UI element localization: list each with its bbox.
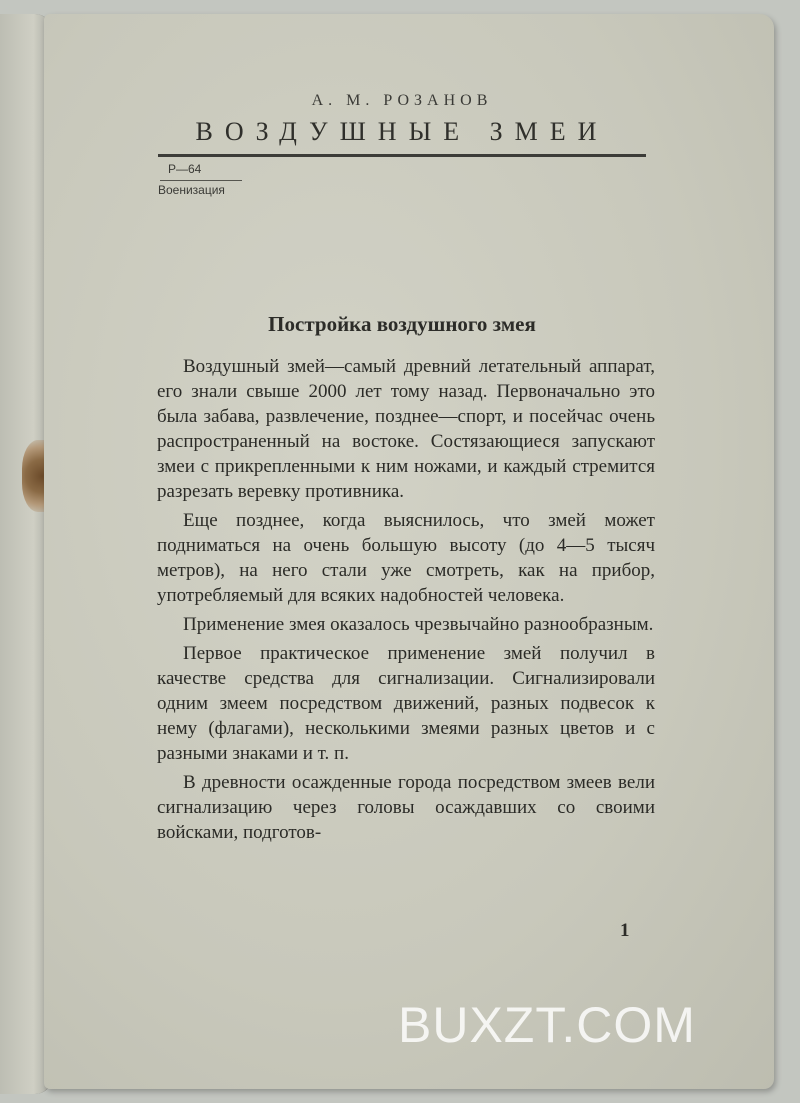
paragraph: В древности осажденные города посредством змеев вели сигнализацию через головы осаждавших со своими войсками, подготов-: [157, 772, 655, 843]
section-heading: Постройка воздушного змея: [268, 312, 536, 336]
paragraph: Первое практическое применение змей получил в качестве средства для сигнализации. Сигнализировали одним змеем посредством движений, разных подвесок к нему (флагами), несколькими змеями разных цветов и с разными знаками и т. п.: [157, 643, 655, 764]
code-divider: [160, 180, 242, 181]
paragraph: Воздушный змей—самый древний летательный аппарат, его знали свыше 2000 лет тому назад. Первоначально это была забава, развлечение, позднее—спорт, и посейчас очень распространенный на востоке. Состязающиеся запускают змеи с прикрепленными к ним ножами, и каждый стремится разрезать веревку противника.: [157, 356, 655, 502]
author-name: А. М. РОЗАНОВ: [311, 92, 493, 109]
page-number: 1: [620, 920, 630, 941]
book-title: ВОЗДУШНЫЕ ЗМЕИ: [195, 117, 609, 146]
catalog-code: Р—64: [168, 162, 202, 176]
page-header: [158, 92, 646, 157]
paragraph: Применение змея оказалось чрезвычайно разнообразным.: [183, 614, 654, 635]
title-rule: [158, 154, 646, 157]
watermark: BUXZT.COM: [398, 997, 696, 1053]
paragraph: Еще позднее, когда выяснилось, что змей может подниматься на очень большую высоту (до 4—5 тысяч метров), на него стали уже смотреть, как на прибор, употребляемый для всяких надобностей человека.: [157, 510, 655, 606]
body-text: [157, 354, 655, 849]
category-label: Военизация: [158, 183, 225, 197]
